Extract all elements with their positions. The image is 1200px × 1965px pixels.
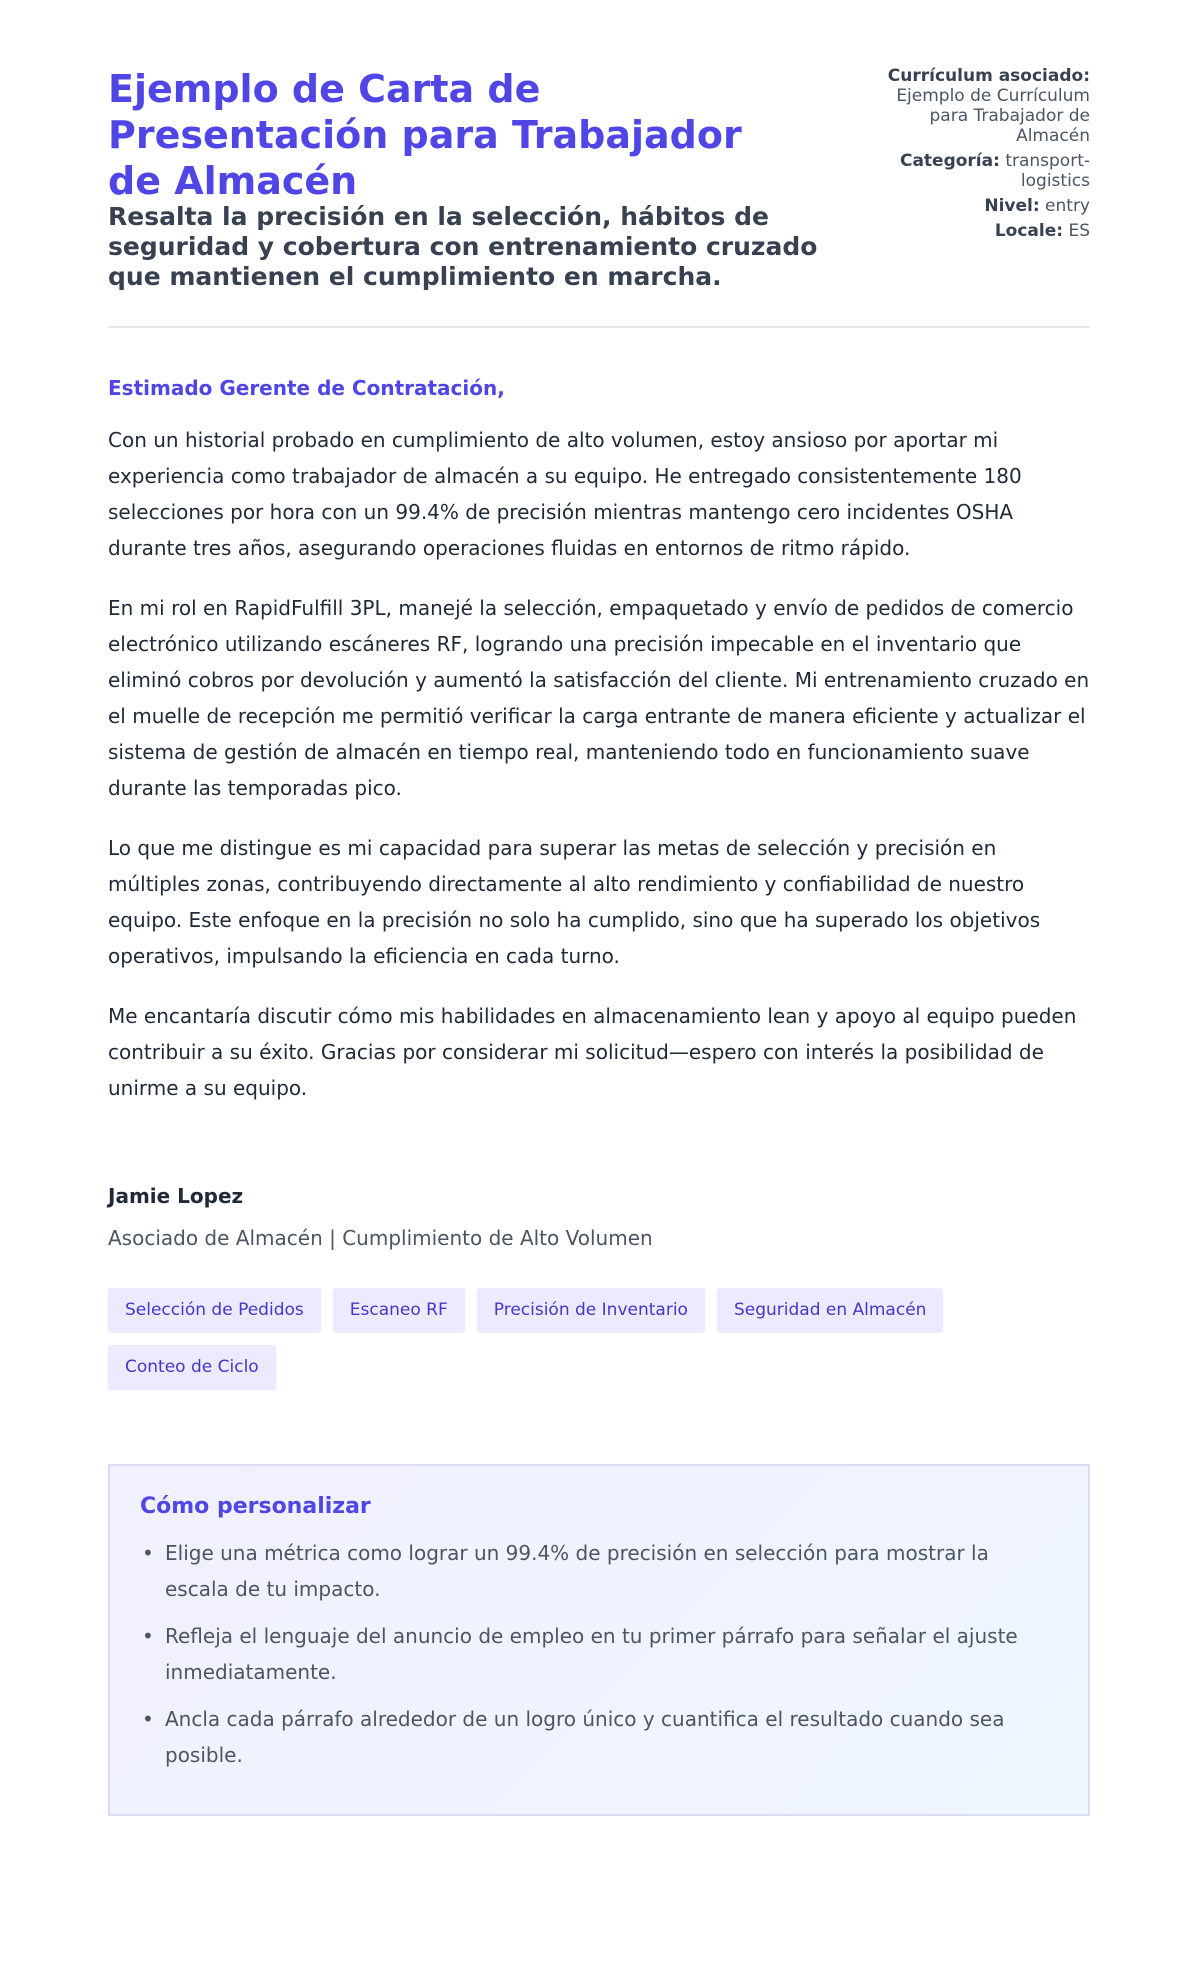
meta-value: ES <box>1068 221 1090 241</box>
meta-label: Currículum asociado: <box>887 66 1090 86</box>
page-title: Ejemplo de Carta de Presentación para Trabajador de Almacén <box>108 67 742 203</box>
paragraph: Me encantaría discutir cómo mis habilidades en almacenamiento lean y apoyo al equipo pueden contribuir a su éxito. Gracias por considerar mi solicitud—espero con interés la posibilidad de unirme a su equipo. <box>108 1004 1077 1100</box>
divider <box>108 326 1090 328</box>
meta-label: Nivel: <box>984 196 1040 216</box>
meta-level <box>880 196 1090 216</box>
paragraph: Lo que me distingue es mi capacidad para superar las metas de selección y precisión en múltiples zonas, contribuyendo directamente al alto rendimiento y confiabilidad de nuestro equipo. Este enfoque en la precisión no solo ha cumplido, sino que ha superado los objetivos operativos, impulsando la eficiencia en cada turno. <box>108 836 1041 968</box>
skill-tag: Selección de Pedidos <box>108 1288 321 1333</box>
tips-heading: Cómo personalizar <box>140 1494 371 1519</box>
skill-tag: Conteo de Ciclo <box>108 1345 276 1390</box>
paragraph: En mi rol en RapidFulfill 3PL, manejé la selección, empaquetado y envío de pedidos de comercio electrónico utilizando escáneres RF, logrando una precisión impecable en el inventario que eliminó cobros por devolución y aumentó la satisfacción del cliente. Mi entrenamiento cruzado en el muelle de recepción me permitió verificar la carga entrante de manera eficiente y actualizar el sistema de gestión de almacén en tiempo real, manteniendo todo en funcionamiento suave durante las temporadas pico. <box>108 596 1090 800</box>
meta-label: Locale: <box>994 221 1064 241</box>
tips-list <box>140 1535 1058 1773</box>
tip-item: • Refleja el lenguaje del anuncio de empleo en tu primer párrafo para señalar el ajuste inmediatamente. <box>140 1618 1058 1690</box>
header <box>108 66 1090 292</box>
skill-tag: Escaneo RF <box>333 1288 465 1333</box>
meta-value: Ejemplo de Currículum para Trabajador de Almacén <box>896 86 1090 146</box>
meta-value: transport-logistics <box>1005 151 1090 191</box>
skill-tag: Seguridad en Almacén <box>717 1288 943 1333</box>
customization-tips <box>108 1464 1090 1816</box>
tip-item: • Ancla cada párrafo alrededor de un logro único y cuantifica el resultado cuando sea posible. <box>140 1701 1058 1773</box>
meta-label: Categoría: <box>899 151 1000 171</box>
paragraph: Con un historial probado en cumplimiento de alto volumen, estoy ansioso por aportar mi experiencia como trabajador de almacén a su equipo. He entregado consistentemente 180 selecciones por hora con un 99.4% de precisión mientras mantengo cero incidentes OSHA durante tres años, asegurando operaciones fluidas en entornos de ritmo rápido. <box>108 428 1022 560</box>
tip-item: • Elige una métrica como lograr un 99.4% de precisión en selección para mostrar la escala de tu impacto. <box>140 1535 1058 1607</box>
cover-letter <box>108 66 1090 1816</box>
skill-tag: Precisión de Inventario <box>477 1288 705 1333</box>
letter-body <box>108 422 1090 1106</box>
meta-resume <box>880 66 1090 146</box>
meta-category <box>880 151 1090 191</box>
signature-role: Asociado de Almacén | Cumplimiento de Alto Volumen <box>108 1226 653 1250</box>
salutation: Estimado Gerente de Contratación, <box>108 376 505 400</box>
signature-name: Jamie Lopez <box>108 1184 244 1208</box>
meta-locale <box>880 221 1090 241</box>
skill-tags <box>108 1288 988 1390</box>
meta-value: entry <box>1045 196 1090 216</box>
meta-panel <box>880 66 1090 292</box>
page-subtitle: Resalta la precisión en la selección, hábitos de seguridad y cobertura con entrenamiento cruzado que mantienen el cumplimiento en marcha. <box>108 202 818 291</box>
